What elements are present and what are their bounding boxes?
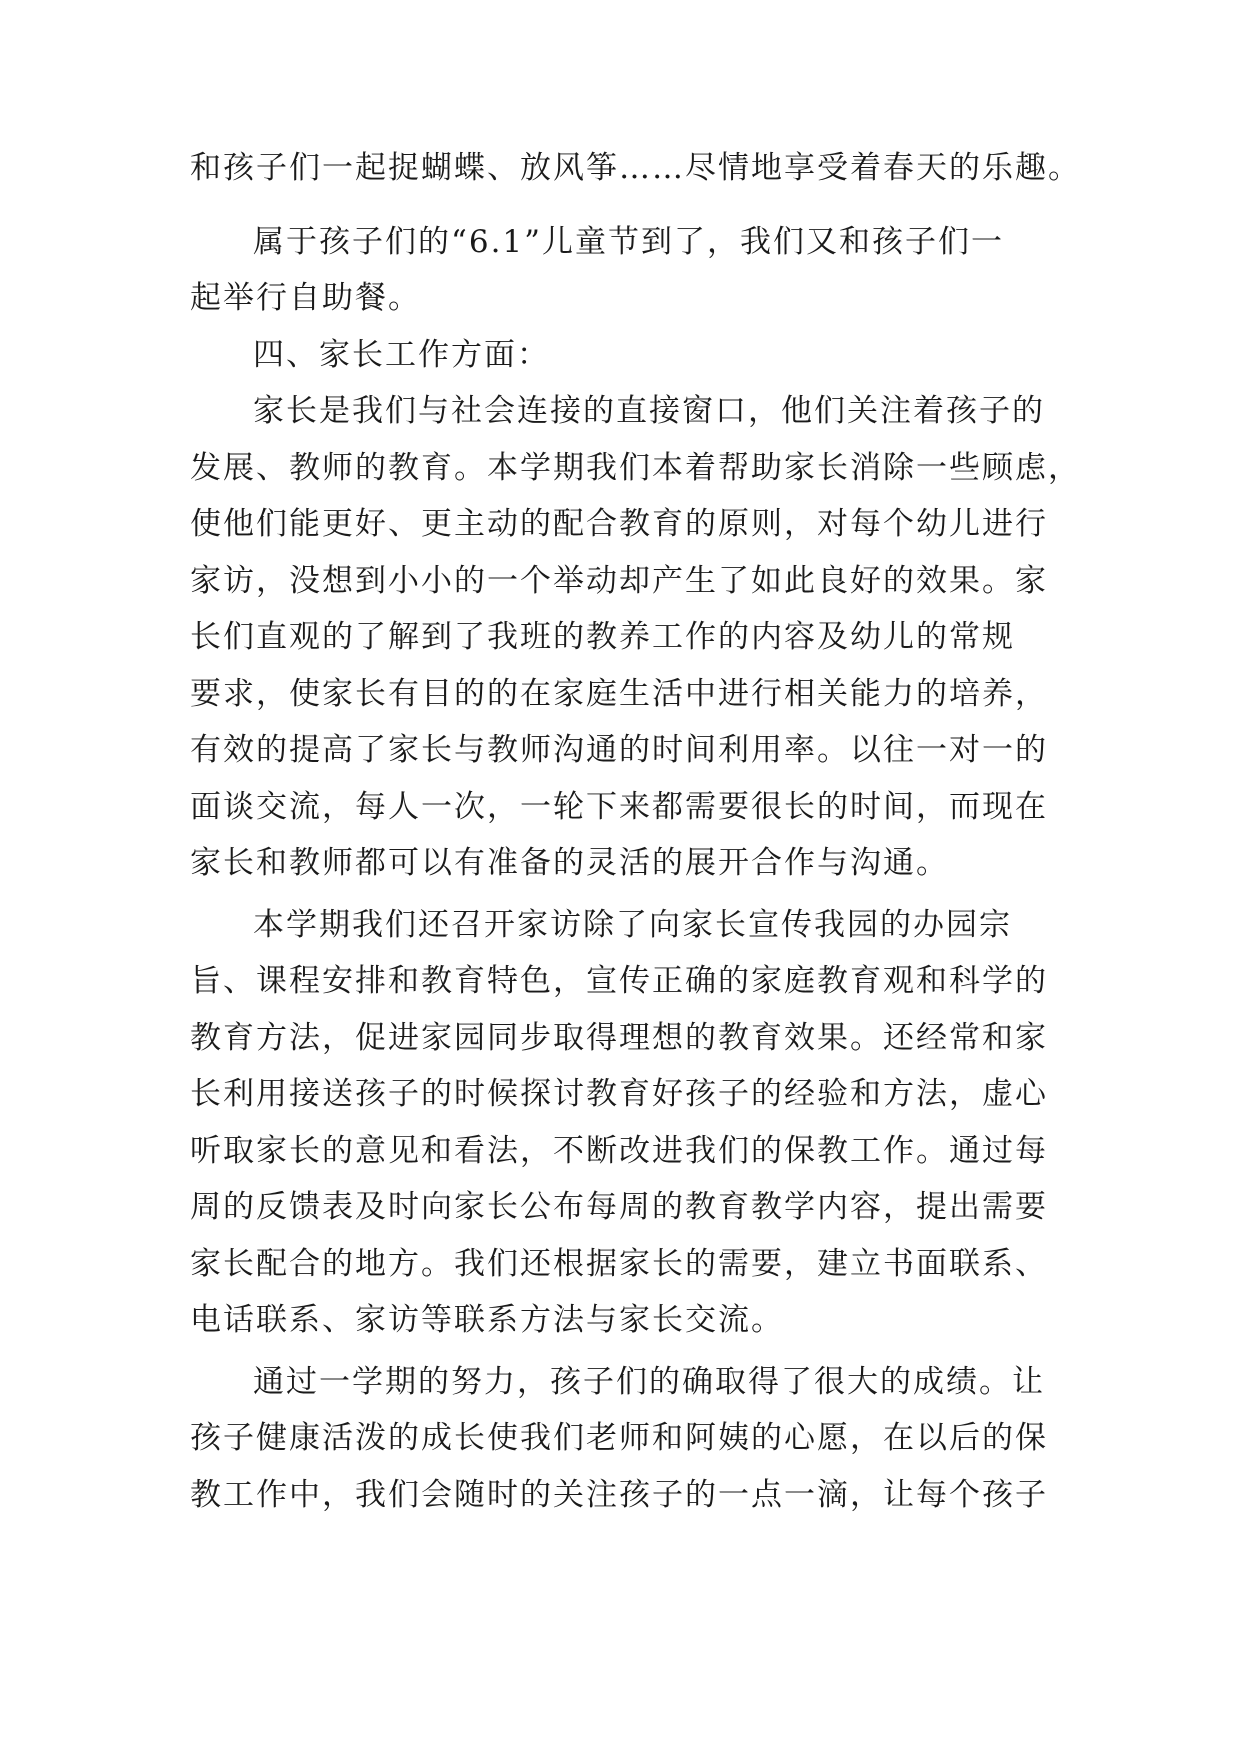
text-line: 家访，没想到小小的一个举动却产生了如此良好的效果。家 bbox=[190, 563, 1048, 599]
text-line: 发展、教师的教育。本学期我们本着帮助家长消除一些顾虑， bbox=[190, 450, 1081, 486]
text-line: 家长和教师都可以有准备的灵活的展开合作与沟通。 bbox=[190, 845, 949, 881]
text-line: 使他们能更好、更主动的配合教育的原则，对每个幼儿进行 bbox=[190, 506, 1048, 542]
text-line: 长们直观的了解到了我班的教养工作的内容及幼儿的常规 bbox=[190, 619, 1015, 655]
text-line: 教工作中，我们会随时的关注孩子的一点一滴，让每个孩子 bbox=[190, 1477, 1048, 1513]
text-line: 要求，使家长有目的的在家庭生活中进行相关能力的培养， bbox=[190, 676, 1048, 712]
text-line: 周的反馈表及时向家长公布每周的教育教学内容，提出需要 bbox=[190, 1189, 1048, 1225]
text-line: 本学期我们还召开家访除了向家长宣传我园的办园宗 bbox=[253, 907, 1012, 943]
text-line: 有效的提高了家长与教师沟通的时间利用率。以往一对一的 bbox=[190, 732, 1048, 768]
text-line: 面谈交流，每人一次，一轮下来都需要很长的时间，而现在 bbox=[190, 789, 1048, 825]
text-line: 孩子健康活泼的成长使我们老师和阿姨的心愿，在以后的保 bbox=[190, 1420, 1048, 1456]
text-line: 电话联系、家访等联系方法与家长交流。 bbox=[190, 1302, 784, 1338]
text-line: 家长配合的地方。我们还根据家长的需要，建立书面联系、 bbox=[190, 1246, 1048, 1282]
text-line: 通过一学期的努力，孩子们的确取得了很大的成绩。让 bbox=[253, 1364, 1045, 1400]
text-line: 属于孩子们的“6.1”儿童节到了，我们又和孩子们一 bbox=[253, 224, 1004, 260]
text-line: 起举行自助餐。 bbox=[190, 280, 421, 316]
text-line: 听取家长的意见和看法，不断改进我们的保教工作。通过每 bbox=[190, 1133, 1048, 1169]
text-line: 家长是我们与社会连接的直接窗口，他们关注着孩子的 bbox=[253, 393, 1045, 429]
text-line: 和孩子们一起捉蝴蝶、放风筝……尽情地享受着春天的乐趣。 bbox=[190, 150, 1081, 186]
text-line: 旨、课程安排和教育特色，宣传正确的家庭教育观和科学的 bbox=[190, 963, 1048, 999]
text-line: 长利用接送孩子的时候探讨教育好孩子的经验和方法，虚心 bbox=[190, 1076, 1048, 1112]
text-line: 教育方法，促进家园同步取得理想的教育效果。还经常和家 bbox=[190, 1020, 1048, 1056]
section-heading: 四、家长工作方面： bbox=[253, 337, 550, 373]
